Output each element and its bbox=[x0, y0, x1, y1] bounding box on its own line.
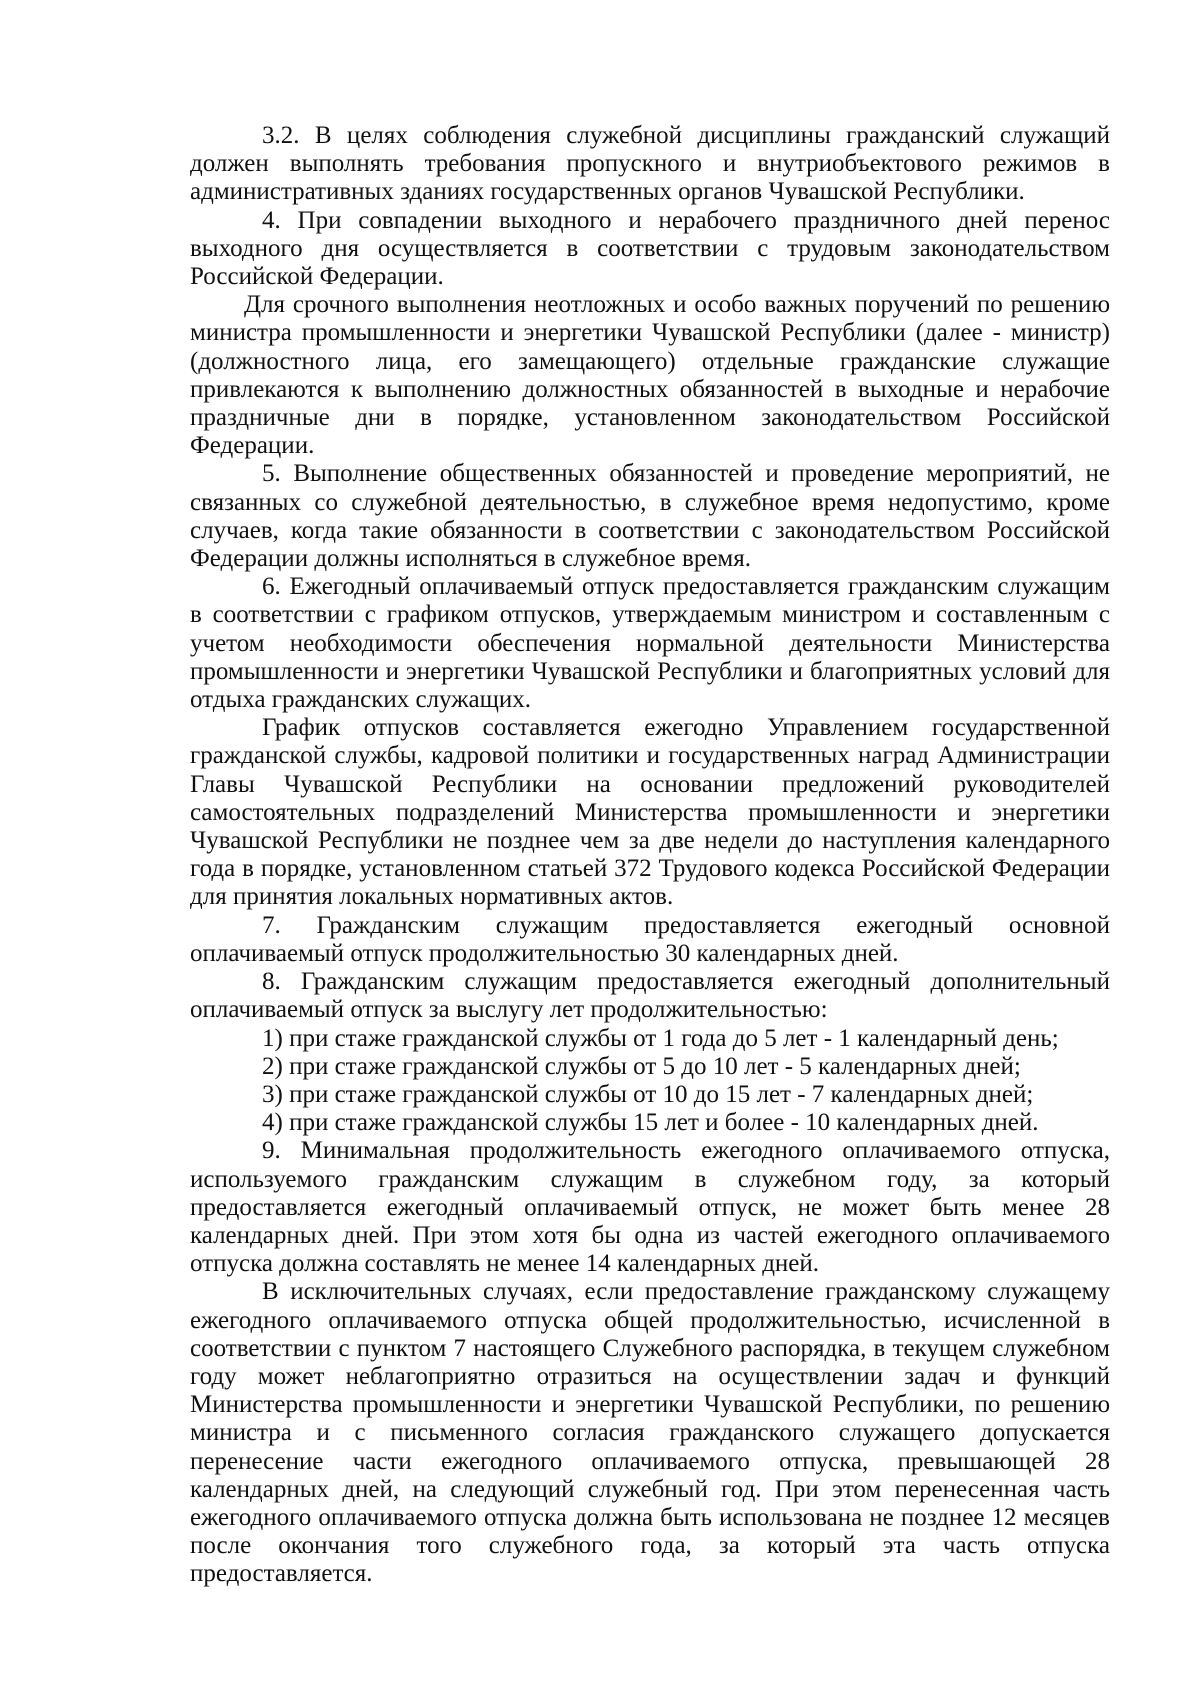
list-item: 2) при стаже гражданской службы от 5 до 10 лет - 5 календарных дней; bbox=[262, 1052, 1021, 1080]
paragraph-8: 8. Гражданским служащим предоставляется ежегодный дополнительный оплачиваемый отпуск за выслугу лет продолжительностью: bbox=[190, 968, 1110, 1024]
paragraph-7: 7. Гражданским служащим предоставляется ежегодный основной оплачиваемый отпуск продолжительностью 30 календарных дней. bbox=[190, 911, 1110, 967]
document-page bbox=[190, 122, 1110, 1589]
list-item: 4) при стаже гражданской службы 15 лет и более - 10 календарных дней. bbox=[262, 1109, 1039, 1137]
paragraph-4-overtime: Для срочного выполнения неотложных и особо важных поручений по решению министра промышленности и энергетики Чувашской Республики (далее - министр) (должностного лица, его замещающего) отдельные гражданские служащие привлекаются к выполнению должностных обязанностей в выходные и нерабочие праздничные дни в порядке, установленном законодательством Российской Федерации. bbox=[190, 291, 1110, 460]
paragraph-5: 5. Выполнение общественных обязанностей и проведение мероприятий, не связанных со служебной деятельностью, в служебное время недопустимо, кроме случаев, когда такие обязанности в соответствии с законодательством Российской Федерации должны исполняться в служебное время. bbox=[190, 460, 1110, 573]
paragraph-3-2: 3.2. В целях соблюдения служебной дисциплины гражданский служащий должен выполнять требования пропускного и внутриобъектового режимов в административных зданиях государственных органов Чувашской Республики. bbox=[190, 122, 1110, 206]
paragraph-6-schedule: График отпусков составляется ежегодно Управлением государственной гражданской службы, кадровой политики и государственных наград Администрации Главы Чувашской Республики на основании предложений руководителей самостоятельных подразделений Министерства промышленности и энергетики Чувашской Республики не позднее чем за две недели до наступления календарного года в порядке, установленном статьей 372 Трудового кодекса Российской Федерации для принятия локальных нормативных актов. bbox=[190, 714, 1110, 911]
list-item: 3) при стаже гражданской службы от 10 до 15 лет - 7 календарных дней; bbox=[262, 1080, 1034, 1108]
paragraph-6: 6. Ежегодный оплачиваемый отпуск предоставляется гражданским служащим в соответствии с графиком отпусков, утверждаемым министром и составленным с учетом необходимости обеспечения нормальной деятельности Министерства промышленности и энергетики Чувашской Республики и благоприятных условий для отдыха гражданских служащих. bbox=[190, 573, 1110, 714]
paragraph-4: 4. При совпадении выходного и нерабочего праздничного дней перенос выходного дня осуществляется в соответствии с трудовым законодательством Российской Федерации. bbox=[190, 206, 1110, 291]
paragraph-9: 9. Минимальная продолжительность ежегодного оплачиваемого отпуска, используемого гражданским служащим в служебном году, за который предоставляется ежегодный оплачиваемый отпуск, не может быть менее 28 календарных дней. При этом хотя бы одна из частей ежегодного оплачиваемого отпуска должна составлять не менее 14 календарных дней. bbox=[190, 1137, 1110, 1278]
paragraph-9-exceptions: В исключительных случаях, если предоставление гражданскому служащему ежегодного оплачиваемого отпуска общей продолжительностью, исчисленной в соответствии с пунктом 7 настоящего Служебного распорядка, в текущем служебном году может неблагоприятно отразиться на осуществлении задач и функций Министерства промышленности и энергетики Чувашской Республики, по решению министра и с письменного согласия гражданского служащего допускается перенесение части ежегодного оплачиваемого отпуска, превышающей 28 календарных дней, на следующий служебный год. При этом перенесенная часть ежегодного оплачиваемого отпуска должна быть использована не позднее 12 месяцев после окончания того служебного года, за который эта часть отпуска предоставляется. bbox=[190, 1278, 1110, 1588]
list-item: 1) при стаже гражданской службы от 1 года до 5 лет - 1 календарный день; bbox=[262, 1024, 1059, 1052]
